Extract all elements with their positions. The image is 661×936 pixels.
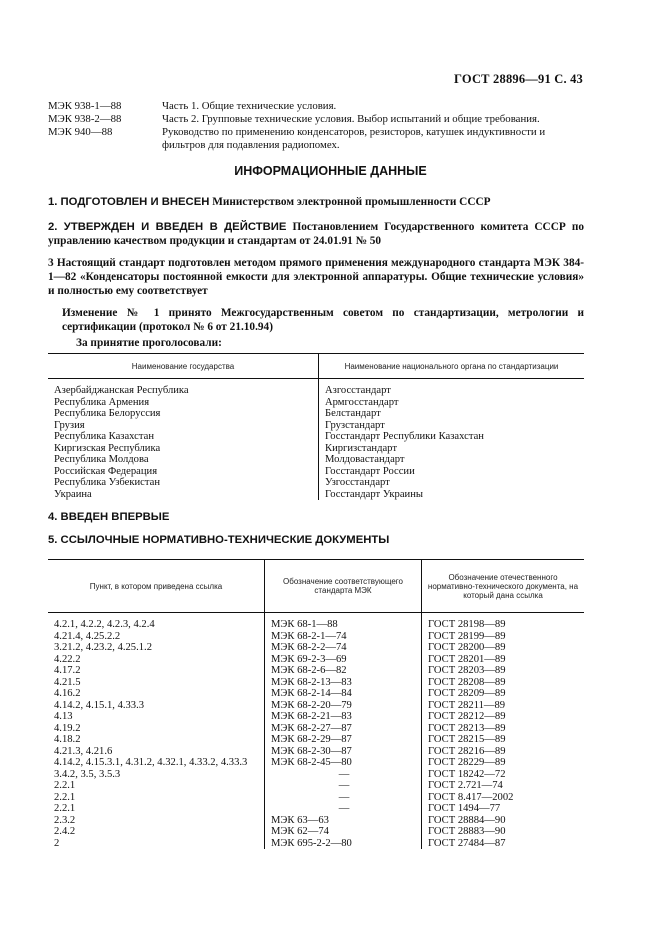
table-row xyxy=(48,466,584,478)
table-row xyxy=(48,746,584,758)
section-2 xyxy=(48,220,584,248)
table-row xyxy=(48,826,584,838)
refs-header-national: Обозначение отечественного нормативно-технического документа, на который дана ссылка xyxy=(422,560,585,613)
national-standard: ГОСТ 2.721—74 xyxy=(422,780,585,792)
national-standard: ГОСТ 28216—89 xyxy=(422,746,585,758)
reference-description: Часть 1. Общие технические условия. xyxy=(162,100,337,112)
national-standard: ГОСТ 28198—89 xyxy=(422,613,585,631)
clause-ref: 4.19.2 xyxy=(54,722,81,734)
iec-standard: МЭК 68-1—88 xyxy=(265,613,422,631)
clause-ref: 2.4.2 xyxy=(54,826,76,837)
table-row xyxy=(48,420,584,432)
table-row xyxy=(48,769,584,781)
table-row xyxy=(48,803,584,815)
iec-standard: МЭК 68-2-1—74 xyxy=(265,631,422,643)
state-name: Республика Молдова xyxy=(54,454,149,465)
clause-ref: 4.21.5 xyxy=(54,676,81,688)
table-row xyxy=(48,431,584,443)
section-3 xyxy=(48,256,584,298)
national-standard: ГОСТ 28213—89 xyxy=(422,723,585,735)
iec-standard: МЭК 63—63 xyxy=(265,815,422,827)
table-row xyxy=(48,397,584,409)
state-name: Азербайджанская Республика xyxy=(54,385,189,396)
iec-standard: МЭК 695-2-2—80 xyxy=(265,838,422,850)
section-5 xyxy=(48,533,584,547)
standards-body: Белстандарт xyxy=(319,408,585,420)
refs-header-clause: Пункт, в котором приведена ссылка xyxy=(48,560,265,613)
standards-body: Госстандарт Республики Казахстан xyxy=(319,431,585,443)
table-row xyxy=(48,631,584,643)
national-standard: ГОСТ 28199—89 xyxy=(422,631,585,643)
reference-description: Часть 2. Групповые технические условия. Выбор испытаний и общие требования. xyxy=(162,113,540,125)
state-name: Российская Федерация xyxy=(54,465,158,477)
reference-code: МЭК 938-1—88 xyxy=(48,100,122,112)
national-standard: ГОСТ 18242—72 xyxy=(422,769,585,781)
table-row xyxy=(48,780,584,792)
clause-ref: 2.2.1 xyxy=(54,791,76,803)
iec-standard: МЭК 68-2-29—87 xyxy=(265,734,422,746)
clause-ref: 2.3.2 xyxy=(54,814,76,826)
clause-ref: 4.2.1, 4.2.2, 4.2.3, 4.2.4 xyxy=(54,619,155,630)
iec-standard: МЭК 68-2-45—80 xyxy=(265,757,422,769)
table-row xyxy=(48,723,584,735)
national-standard: ГОСТ 1494—77 xyxy=(422,803,585,815)
national-standard: ГОСТ 28211—89 xyxy=(422,700,585,712)
vote-label: За принятие проголосовали: xyxy=(76,337,222,349)
standards-body: Азгосстандарт xyxy=(319,379,585,397)
clause-ref: 3.4.2, 3.5, 3.5.3 xyxy=(54,768,121,780)
state-name: Республика Армения xyxy=(54,396,150,408)
clause-ref: 4.14.2, 4.15.1, 4.33.3 xyxy=(54,699,145,711)
iec-standard: МЭК 68-2-6—82 xyxy=(265,665,422,677)
national-standard: ГОСТ 8.417—2002 xyxy=(422,792,585,804)
iec-standard: — xyxy=(265,769,422,781)
page-header: ГОСТ 28896—91 С. 43 xyxy=(454,72,583,86)
iec-standard: МЭК 62—74 xyxy=(265,826,422,838)
national-standard: ГОСТ 28203—89 xyxy=(422,665,585,677)
section-2-text: Постановлением Государственного комитета СССР по управлению качеством продукции и стандартам от 24.01.91 № 50 xyxy=(48,221,584,247)
iec-standard: — xyxy=(265,792,422,804)
table-row xyxy=(48,700,584,712)
table-row xyxy=(48,688,584,700)
table-row xyxy=(48,665,584,677)
clause-ref: 4.14.2, 4.15.3.1, 4.31.2, 4.32.1, 4.33.2, 4.33.3 xyxy=(54,757,248,768)
state-name: Республика Узбекистан xyxy=(54,477,161,488)
standards-body: Госстандарт Украины xyxy=(319,489,585,501)
iec-standard: МЭК 68-2-20—79 xyxy=(265,700,422,712)
clause-ref: 4.18.2 xyxy=(54,734,81,745)
reference-row xyxy=(48,126,588,152)
national-standard: ГОСТ 28209—89 xyxy=(422,688,585,700)
section-1-text: Министерством электронной промышленности СССР xyxy=(209,196,491,208)
iec-standard: МЭК 69-2-3—69 xyxy=(265,654,422,666)
table-row xyxy=(48,477,584,489)
reference-list xyxy=(48,100,588,152)
state-name: Республика Казахстан xyxy=(54,431,155,442)
national-standard: ГОСТ 28884—90 xyxy=(422,815,585,827)
reference-description: Руководство по применению конденсаторов, резисторов, катушек индуктивности и фильтров для подавления радиопомех. xyxy=(162,126,546,151)
table-row xyxy=(48,757,584,769)
reference-code: МЭК 940—88 xyxy=(48,126,113,138)
iec-standard: МЭК 68-2-21—83 xyxy=(265,711,422,723)
clause-ref: 2.2.1 xyxy=(54,780,76,791)
table-row xyxy=(48,642,584,654)
state-name: Украина xyxy=(54,488,92,500)
section-4-heading: 4. ВВЕДЕН ВПЕРВЫЕ xyxy=(48,511,170,523)
national-standard: ГОСТ 28229—89 xyxy=(422,757,585,769)
section-1-heading: 1. ПОДГОТОВЛЕН И ВНЕСЕН xyxy=(48,196,210,208)
info-title: ИНФОРМАЦИОННЫЕ ДАННЫЕ xyxy=(234,164,427,178)
table-row xyxy=(48,677,584,689)
references-table xyxy=(48,559,584,849)
clause-ref: 4.17.2 xyxy=(54,665,81,676)
refs-header-iec: Обозначение соответствующего стандарта МЭК xyxy=(265,560,422,613)
table-row xyxy=(48,613,584,631)
clause-ref: 2 xyxy=(54,837,60,849)
standards-body: Госстандарт России xyxy=(319,466,585,478)
iec-standard: МЭК 68-2-13—83 xyxy=(265,677,422,689)
state-name: Грузия xyxy=(54,419,85,431)
states-table xyxy=(48,353,584,500)
state-name: Киргизская Республика xyxy=(54,442,161,454)
clause-ref: 3.21.2, 4.23.2, 4.25.1.2 xyxy=(54,642,152,653)
clause-ref: 4.21.3, 4.21.6 xyxy=(54,745,113,757)
clause-ref: 4.16.2 xyxy=(54,688,81,699)
clause-ref: 4.21.4, 4.25.2.2 xyxy=(54,630,121,642)
section-2-heading: 2. УТВЕРЖДЕН И ВВЕДЕН В ДЕЙСТВИЕ xyxy=(48,221,287,233)
section-1 xyxy=(48,195,584,209)
iec-standard: — xyxy=(265,803,422,815)
reference-code: МЭК 938-2—88 xyxy=(48,113,122,125)
clause-ref: 4.13 xyxy=(54,711,73,722)
iec-standard: МЭК 68-2-27—87 xyxy=(265,723,422,735)
reference-row xyxy=(48,100,588,113)
standards-body: Грузстандарт xyxy=(319,420,585,432)
table-row xyxy=(48,408,584,420)
standards-body: Киргизстандарт xyxy=(319,443,585,455)
national-standard: ГОСТ 28212—89 xyxy=(422,711,585,723)
national-standard: ГОСТ 28200—89 xyxy=(422,642,585,654)
standards-body: Молдовастандарт xyxy=(319,454,585,466)
change-note-text: Изменение № 1 принято Межгосударственным советом по стандартизации, метрологии и сертификации (протокол № 6 от 21.10.94) xyxy=(62,307,584,333)
reference-row xyxy=(48,113,588,126)
national-standard: ГОСТ 27484—87 xyxy=(422,838,585,850)
national-standard: ГОСТ 28208—89 xyxy=(422,677,585,689)
standards-body: Армгосстандарт xyxy=(319,397,585,409)
table-row xyxy=(48,838,584,850)
table-row xyxy=(48,792,584,804)
national-standard: ГОСТ 28215—89 xyxy=(422,734,585,746)
iec-standard: — xyxy=(265,780,422,792)
table-row xyxy=(48,711,584,723)
states-header-state: Наименование государства xyxy=(48,354,319,379)
state-name: Республика Белоруссия xyxy=(54,408,161,419)
iec-standard: МЭК 68-2-14—84 xyxy=(265,688,422,700)
section-5-heading: 5. ССЫЛОЧНЫЕ НОРМАТИВНО-ТЕХНИЧЕСКИЕ ДОКУМЕНТЫ xyxy=(48,534,390,546)
national-standard: ГОСТ 28883—90 xyxy=(422,826,585,838)
section-3-text: 3 Настоящий стандарт подготовлен методом прямого применения международного стандарта МЭК 384-1—82 «Конденсаторы постоянной емкости для электронной аппаратуры. Общие технические условия» и полностью ему соответствует xyxy=(48,257,584,297)
table-row xyxy=(48,489,584,501)
table-row xyxy=(48,379,584,397)
national-standard: ГОСТ 28201—89 xyxy=(422,654,585,666)
table-row xyxy=(48,734,584,746)
states-header-body: Наименование национального органа по стандартизации xyxy=(319,354,585,379)
table-row xyxy=(48,443,584,455)
change-note xyxy=(48,306,584,334)
iec-standard: МЭК 68-2-30—87 xyxy=(265,746,422,758)
clause-ref: 2.2.1 xyxy=(54,803,76,814)
table-row xyxy=(48,654,584,666)
table-row xyxy=(48,815,584,827)
section-4 xyxy=(48,510,584,524)
standards-body: Узгосстандарт xyxy=(319,477,585,489)
clause-ref: 4.22.2 xyxy=(54,653,81,665)
iec-standard: МЭК 68-2-2—74 xyxy=(265,642,422,654)
table-row xyxy=(48,454,584,466)
